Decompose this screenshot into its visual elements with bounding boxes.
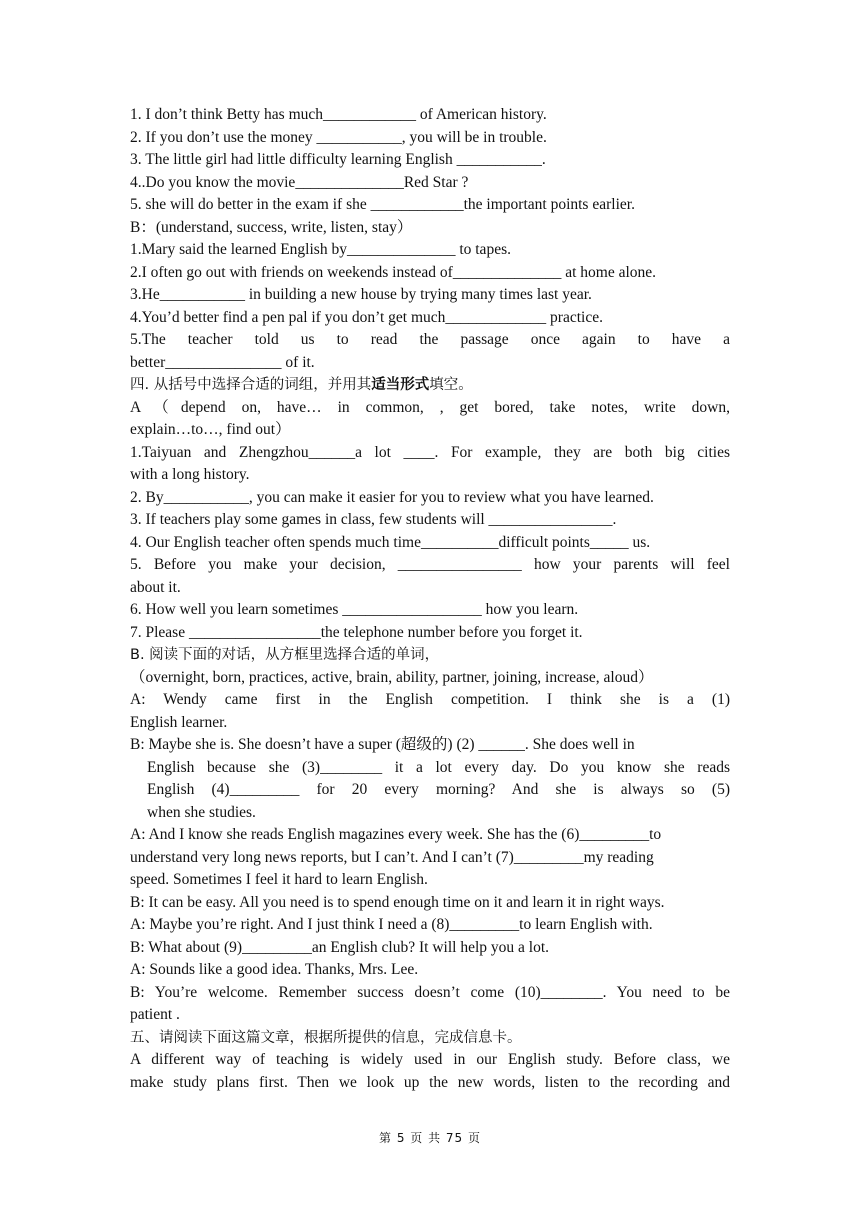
dialogue-line: A: And I know she reads English magazines every week. She has the (6)_________to bbox=[130, 826, 662, 843]
part-b-word-list: B：(understand, success, write, listen, stay） bbox=[130, 218, 413, 236]
exercise-item: 1. I don’t think Betty has much____________ of American history. bbox=[130, 106, 547, 123]
heading-text: 填空。 bbox=[429, 377, 473, 393]
dialogue-line: English (4)_________ for 20 every morning? And she is always so (5) bbox=[147, 781, 730, 798]
dialogue-line: A: Maybe you’re right. And I just think I need a (8)_________to learn English with. bbox=[130, 916, 653, 933]
part-b-word-list: （overnight, born, practices, active, brain, ability, partner, joining, increase, aloud） bbox=[130, 668, 654, 686]
dialogue-line: speed. Sometimes I feel it hard to learn English. bbox=[130, 871, 428, 888]
exercise-item: 3. If teachers play some games in class, few students will ________________. bbox=[130, 511, 617, 528]
dialogue-line: A: Sounds like a good idea. Thanks, Mrs. Lee. bbox=[130, 961, 419, 978]
exercise-item-continued: better_______________ of it. bbox=[130, 353, 315, 371]
exercise-item: 5.The teacher told us to read the passage once again to have a bbox=[130, 331, 730, 348]
exercise-item: 4.You’d better find a pen pal if you don’t get much_____________ practice. bbox=[130, 308, 603, 326]
dialogue-line: B: It can be easy. All you need is to spend enough time on it and learn it in right ways. bbox=[130, 893, 665, 911]
dialogue-line: B: You’re welcome. Remember success doesn’t come (10)________. You need to be bbox=[130, 983, 730, 1001]
page-footer: 第 5 页 共 75 页 bbox=[379, 1131, 481, 1145]
passage-line: A different way of teaching is widely used in our English study. Before class, we bbox=[130, 1051, 730, 1068]
section-heading bbox=[130, 374, 730, 397]
part-b-heading: B. 阅读下面的对话，从方框里选择合适的单词， bbox=[130, 647, 440, 663]
part-a-phrase-list: A（depend on, have… in common, , get bored, take notes, write down, bbox=[130, 398, 730, 416]
dialogue-line: B: Maybe she is. She doesn’t have a super (超级的) (2) ______. She does well in bbox=[130, 736, 635, 753]
exercise-item: 3. The little girl had little difficulty learning English ___________. bbox=[130, 151, 546, 168]
dialogue-line: when she studies. bbox=[147, 803, 256, 821]
exercise-item-continued: about it. bbox=[130, 578, 181, 596]
dialogue-line: B: What about (9)_________an English club? It will help you a lot. bbox=[130, 938, 550, 956]
section-heading: 五、请阅读下面这篇文章，根据所提供的信息，完成信息卡。 bbox=[130, 1029, 522, 1046]
exercise-item: 5. Before you make your decision, ________________ how your parents will feel bbox=[130, 556, 730, 573]
exercise-item: 2.I often go out with friends on weekends instead of______________ at home alone. bbox=[130, 263, 657, 281]
heading-text: 四. 从括号中选择合适的词组，并用其 bbox=[130, 377, 372, 393]
exercise-item: 6. How well you learn sometimes __________________ how you learn. bbox=[130, 601, 579, 618]
passage-line: make study plans first. Then we look up the new words, listen to the recording and bbox=[130, 1073, 730, 1091]
heading-emphasis: 适当形式 bbox=[371, 377, 430, 393]
dialogue-line: A: Wendy came first in the English competition. I think she is a (1) bbox=[130, 691, 730, 708]
exercise-item: 2. By___________, you can make it easier for you to review what you have learned. bbox=[130, 488, 654, 506]
part-a-phrase-list-continued: explain…to…, find out） bbox=[130, 421, 291, 438]
page-content bbox=[130, 104, 730, 1094]
exercise-item: 4..Do you know the movie______________Red Star ? bbox=[130, 173, 469, 191]
dialogue-line: English because she (3)________ it a lot every day. Do you know she reads bbox=[147, 758, 730, 776]
dialogue-line: understand very long news reports, but I can’t. And I can’t (7)_________my reading bbox=[130, 848, 654, 866]
dialogue-line: English learner. bbox=[130, 713, 228, 731]
exercise-item: 1.Taiyuan and Zhengzhou______a lot ____. For example, they are both big cities bbox=[130, 443, 730, 461]
exercise-item: 1.Mary said the learned English by______________ to tapes. bbox=[130, 241, 511, 258]
exercise-item: 4. Our English teacher often spends much time__________difficult points_____ us. bbox=[130, 533, 651, 551]
exercise-item: 5. she will do better in the exam if she ____________the important points earlier. bbox=[130, 196, 635, 213]
dialogue-line: patient . bbox=[130, 1006, 180, 1023]
exercise-item: 7. Please _________________the telephone number before you forget it. bbox=[130, 623, 583, 641]
exercise-item-continued: with a long history. bbox=[130, 466, 250, 483]
exercise-item: 2. If you don’t use the money ___________, you will be in trouble. bbox=[130, 128, 547, 146]
exercise-item: 3.He___________ in building a new house by trying many times last year. bbox=[130, 286, 592, 303]
